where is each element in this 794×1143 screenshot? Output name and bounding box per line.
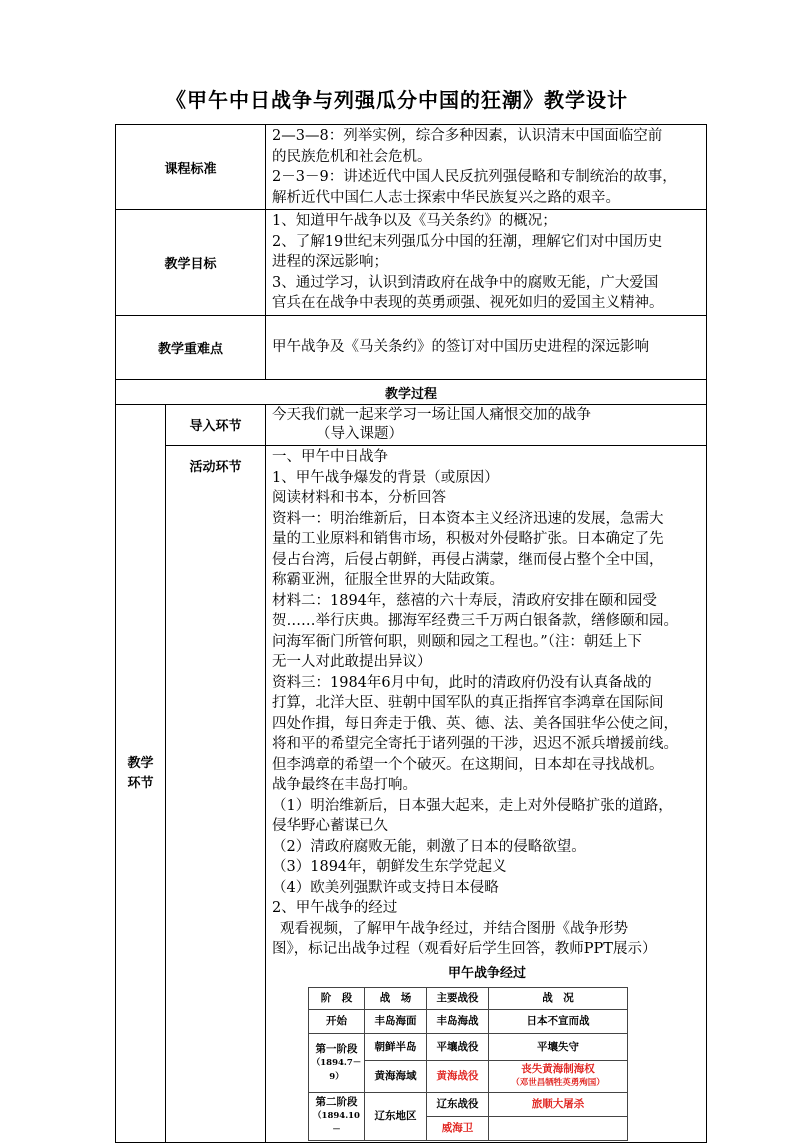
standard-line: 解析近代中国仁人志士探索中华民族复兴之路的艰辛。 [272, 189, 621, 206]
activity-line: 贺……举行庆典。挪海军经费三千万两白银备款，缮修颐和园。 [272, 613, 679, 629]
activity-line: 问海军衙门所管何职，则颐和园之工程也。”（注：朝廷上下 [272, 633, 642, 650]
goal-line: 2、了解19世纪末列强瓜分中国的狂潮，理解它们对中国历史 [272, 233, 663, 250]
course-text: 图》，标记出战争过程（观看好后学生回答，教师PPT展示） [272, 941, 657, 957]
war-stage1-cell [309, 1034, 365, 1093]
war-header-result: 战 况 [489, 988, 628, 1010]
war-stage2-label: 第二阶段 [315, 1096, 358, 1108]
key-points-content: 甲午战争及《马关条约》的签订对中国历史进程的深远影响 [266, 316, 707, 380]
reason-line: （4）欧美列强默许或支持日本侵略 [272, 879, 499, 896]
war-row-start [309, 1010, 628, 1034]
row-activity [116, 446, 707, 1143]
activity-line: 但李鸿章的希望一个个破灭。在这期间，日本却在寻找战机。 [272, 756, 664, 773]
course-standard-label: 课程标准 [116, 125, 266, 210]
war-header-field: 战 场 [365, 988, 427, 1010]
war-cell: 丰岛海面 [365, 1010, 427, 1034]
war-header-stage: 阶 段 [309, 988, 365, 1010]
war-table-header-row [309, 988, 628, 1010]
activity-label: 活动环节 [166, 446, 266, 1143]
intro-label: 导入环节 [166, 405, 266, 446]
teaching-goals-label: 教学目标 [116, 210, 266, 316]
activity-line: 1、甲午战争爆发的背景（或原因） [272, 469, 499, 486]
war-cell: 威海卫 [427, 1117, 489, 1141]
teaching-stage-label-2: 环节 [127, 775, 154, 791]
standard-line: 的民族危机和社会危机。 [272, 148, 432, 165]
war-header-battle: 主要战役 [427, 988, 489, 1010]
war-process-table [308, 987, 628, 1141]
standard-line: 2－3－9：讲述近代中国人民反抗列强侵略和专制统治的故事， [272, 169, 677, 185]
reason-line: （2）清政府腐败无能，刺激了日本的侵略欲望。 [272, 838, 586, 855]
lesson-plan-table [115, 124, 707, 1143]
row-teaching-goals [116, 210, 707, 316]
course-text: 观看视频，了解甲午战争经过，并结合图册《战争形势 [280, 920, 629, 937]
activity-line: 量的工业原料和销售市场，积极对外侵略扩张。日本确定了先 [272, 531, 664, 547]
war-cell: 平壤战役 [427, 1034, 489, 1061]
war-stage1-dates: （1894.7－9） [311, 1057, 362, 1082]
war-row-stage2-a [309, 1093, 628, 1117]
war-stage2-cell [309, 1093, 365, 1141]
row-key-points [116, 316, 707, 380]
war-stage1-label: 第一阶段 [315, 1042, 358, 1055]
activity-line: 战争最终在丰岛打响。 [272, 777, 418, 793]
war-result-line: （邓世昌牺牲英勇殉国） [511, 1078, 605, 1088]
process-header: 教学过程 [116, 380, 707, 405]
teaching-goals-content [266, 210, 707, 316]
intro-line: 今天我们就一起来学习一场让国人痛恨交加的战争 [272, 407, 592, 423]
war-cell: 开始 [309, 1010, 365, 1034]
war-cell: 辽东战役 [427, 1093, 489, 1117]
war-cell: 黄海海域 [365, 1061, 427, 1093]
war-cell-result [489, 1061, 628, 1093]
goal-line: 3、通过学习，认识到清政府在战争中的腐败无能，广大爱国 [272, 274, 659, 291]
teaching-stage-label [116, 405, 166, 1143]
row-process-header [116, 380, 707, 405]
activity-line: 称霸亚洲，征服全世界的大陆政策。 [272, 572, 505, 588]
standard-line: 2—3—8：列举实例，综合多种因素，认识清末中国面临空前 [272, 128, 663, 144]
war-cell: 朝鲜半岛 [365, 1034, 427, 1061]
war-cell: 旅顺大屠杀 [489, 1093, 628, 1117]
teaching-stage-label-1: 教学 [127, 755, 154, 771]
war-result-line: 丧失黄海制海权 [521, 1063, 595, 1075]
war-stage2-dates: （1894.10－ [313, 1111, 360, 1135]
war-cell: 日本不宣而战 [489, 1010, 628, 1034]
activity-line: 侵占台湾，后侵占朝鲜，再侵占满蒙，继而侵占整个全中国， [272, 551, 664, 568]
intro-line: （导入课题） [316, 426, 404, 442]
activity-line: 材料二：1894年，慈禧的六十寿辰，清政府安排在颐和园受 [272, 592, 657, 609]
course-heading: 2、甲午战争的经过 [272, 900, 398, 916]
course-standard-content [266, 125, 707, 210]
war-row-stage1-a [309, 1034, 628, 1061]
activity-content [266, 446, 707, 1143]
activity-line: 将和平的希望完全寄托于诸列强的干涉，迟迟不派兵增援前线。 [272, 736, 679, 752]
war-cell [489, 1117, 628, 1141]
reason-line: （1）明治维新后，日本强大起来，走上对外侵略扩张的道路， [272, 797, 673, 814]
goal-line: 1、知道甲午战争以及《马关条约》的概况； [272, 213, 557, 229]
goal-line: 进程的深远影响； [272, 254, 389, 270]
key-points-label: 教学重难点 [116, 316, 266, 380]
war-table-title: 甲午战争经过 [448, 965, 527, 981]
activity-line: 无一人对此敢提出异议） [272, 654, 432, 670]
war-cell: 辽东地区 [365, 1093, 427, 1141]
war-cell: 平壤失守 [489, 1034, 628, 1061]
war-cell: 丰岛海战 [427, 1010, 489, 1034]
document-title: 《甲午中日战争与列强瓜分中国的狂潮》教学设计 [166, 88, 628, 112]
activity-line: 打算，北洋大臣、驻朝中国军队的真正指挥官李鸿章在国际间 [272, 695, 664, 711]
war-cell: 黄海战役 [427, 1061, 489, 1093]
intro-content [266, 405, 707, 446]
row-course-standard [116, 125, 707, 210]
reason-line: 侵华野心蓄谋已久 [272, 818, 389, 834]
activity-line: 资料一：明治维新后，日本资本主义经济迅速的发展，急需大 [272, 510, 664, 527]
row-intro [116, 405, 707, 446]
activity-line: 阅读材料和书本，分析回答 [272, 490, 447, 506]
goal-line: 官兵在在战争中表现的英勇顽强、视死如归的爱国主义精神。 [272, 295, 664, 311]
reason-line: （3）1894年，朝鲜发生东学党起义 [272, 859, 507, 875]
activity-line: 一、甲午中日战争 [272, 449, 389, 465]
activity-line: 资料三：1984年6月中旬，此时的清政府仍没有认真备战的 [272, 674, 652, 691]
activity-line: 四处作揖，每日奔走于俄、英、德、法、美各国驻华公使之间， [272, 715, 679, 732]
